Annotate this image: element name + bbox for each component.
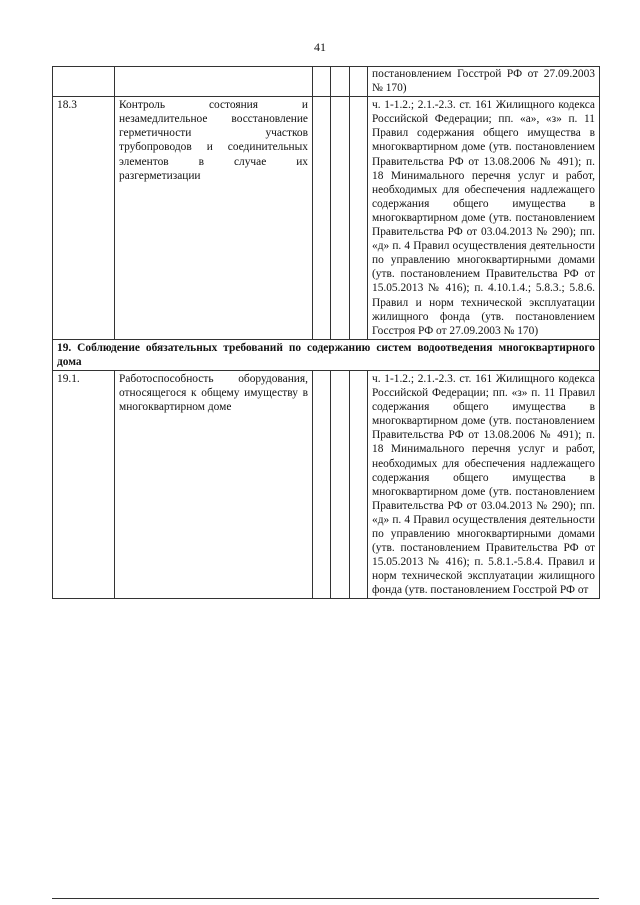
legal-basis-cell: ч. 1-1.2.; 2.1.-2.3. ст. 161 Жилищного кодекса Российской Федерации; пп. «з» п. 11 Правил содержания общего имущества в многоквартирном доме (утв. постановлением Правительства РФ от 13.08.2006 № 491); п. 18 Минимального перечня услуг и работ, необходимых для обеспечения надлежащего содержания общего имущества в многоквартирном доме (утв. постановлением Правительства РФ от 03.04.2013 № 290); пп. «д» п. 4 Правил осуществления деятельности по управлению многоквартирными домами (утв. постановлением Правительства РФ от 15.05.2013 № 416); п. 5.8.1.-5.8.4. Правил и норм технической эксплуатации жилищного фонда (утв. постановлением Госстрой РФ от bbox=[368, 370, 600, 599]
answer-yes-cell bbox=[313, 370, 331, 599]
requirement-cell: Контроль состояния и незамедлительное восстановление герметичности участков трубопроводов и соединительных элементов в случае их разгерметизации bbox=[115, 97, 313, 340]
row-number-cell: 18.3 bbox=[53, 97, 115, 340]
answer-na-cell bbox=[350, 370, 368, 599]
section-title: 19. Соблюдение обязательных требований по содержанию систем водоотведения многоквартирного дома bbox=[53, 339, 600, 370]
answer-na-cell bbox=[350, 97, 368, 340]
legal-basis-cell: ч. 1-1.2.; 2.1.-2.3. ст. 161 Жилищного кодекса Российской Федерации; пп. «а», «з» п. 11 Правил содержания общего имущества в многоквартирном доме (утв. постановлением Правительства РФ от 13.08.2006 № 491); п. 18 Минимального перечня услуг и работ, необходимых для обеспечения надлежащего содержания общего имущества в многоквартирном доме (утв. постановлением Правительства РФ от 03.04.2013 № 290); пп. «д» п. 4 Правил осуществления деятельности по управлению многоквартирными домами (утв. постановлением Правительства РФ от 15.05.2013 № 416); п. 4.10.1.4.; 5.8.3.; 5.8.6. Правил и норм технической эксплуатации жилищного фонда (утв. постановлением Госстроя РФ от 27.09.2003 № 170) bbox=[368, 97, 600, 340]
table-row-continuation bbox=[53, 67, 600, 97]
answer-yes-cell bbox=[313, 97, 331, 340]
row-number-cell: 19.1. bbox=[53, 370, 115, 599]
answer-no-cell bbox=[331, 97, 350, 340]
requirements-table bbox=[52, 66, 600, 599]
answer-na-cell bbox=[350, 67, 368, 97]
answer-no-cell bbox=[331, 67, 350, 97]
page-number: 41 bbox=[314, 40, 326, 54]
legal-basis-cell: постановлением Госстрой РФ от 27.09.2003 № 170) bbox=[368, 67, 600, 97]
table-row-19-1 bbox=[53, 370, 600, 599]
page-bottom-rule bbox=[52, 898, 599, 899]
requirement-cell: Работоспособность оборудования, относящегося к общему имуществу в многоквартирном доме bbox=[115, 370, 313, 599]
answer-no-cell bbox=[331, 370, 350, 599]
section-header-row bbox=[53, 339, 600, 370]
row-number-cell bbox=[53, 67, 115, 97]
table-row-18-3 bbox=[53, 97, 600, 340]
answer-yes-cell bbox=[313, 67, 331, 97]
requirement-cell bbox=[115, 67, 313, 97]
